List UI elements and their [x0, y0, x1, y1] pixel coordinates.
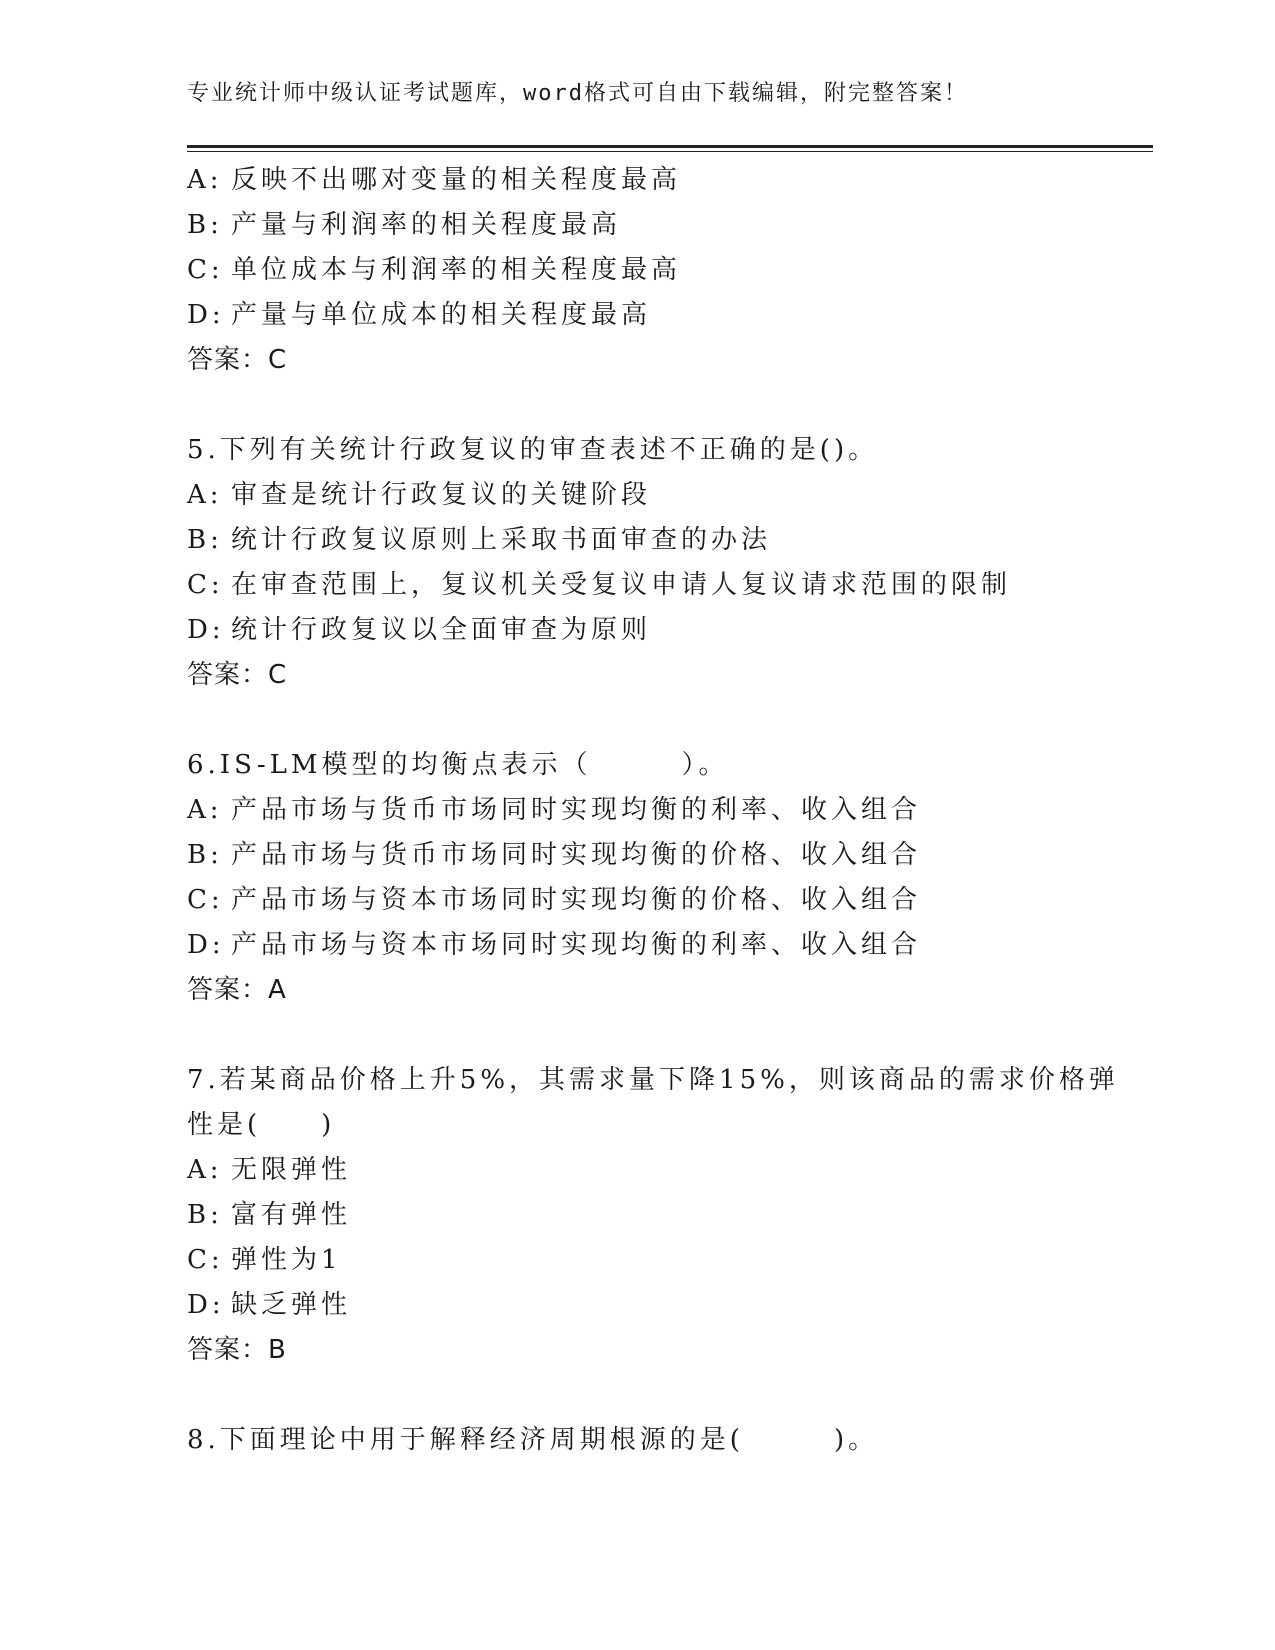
- q6-option-d: D: 产品市场与资本市场同时实现均衡的利率、收入组合: [187, 930, 922, 960]
- q6-question: 6.IS-LM模型的均衡点表示（ ）。: [187, 750, 729, 780]
- header-divider-thick: [187, 145, 1153, 148]
- q4-option-c: C: 单位成本与利润率的相关程度最高: [187, 255, 682, 285]
- q4-option-a: A: 反映不出哪对变量的相关程度最高: [187, 165, 682, 195]
- q7-option-d: D: 缺乏弹性: [187, 1290, 352, 1320]
- q8-question: 8.下面理论中用于解释经济周期根源的是( )。: [187, 1425, 879, 1455]
- q7-option-c: C: 弹性为1: [187, 1245, 342, 1275]
- q7-answer: 答案：B: [187, 1335, 287, 1365]
- q6-option-b: B: 产品市场与货币市场同时实现均衡的价格、收入组合: [187, 840, 922, 870]
- q7-option-b: B: 富有弹性: [187, 1200, 352, 1230]
- q6-answer: 答案：A: [187, 975, 287, 1005]
- q6-option-c: C: 产品市场与资本市场同时实现均衡的价格、收入组合: [187, 885, 922, 915]
- q5-option-d: D: 统计行政复议以全面审查为原则: [187, 615, 652, 645]
- q5-answer: 答案：C: [187, 660, 288, 690]
- q5-option-c: C: 在审查范围上，复议机关受复议申请人复议请求范围的限制: [187, 570, 1012, 600]
- q7-option-a: A: 无限弹性: [187, 1155, 352, 1185]
- q5-question: 5.下列有关统计行政复议的审查表述不正确的是()。: [187, 435, 879, 465]
- q5-option-a: A: 审查是统计行政复议的关键阶段: [187, 480, 652, 510]
- q4-answer: 答案：C: [187, 345, 288, 375]
- q4-option-d: D: 产量与单位成本的相关程度最高: [187, 300, 652, 330]
- q5-option-b: B: 统计行政复议原则上采取书面审查的办法: [187, 525, 772, 555]
- spacer: [187, 698, 1087, 743]
- question-list: [187, 158, 1119, 1463]
- q4-option-b: B: 产量与利润率的相关程度最高: [187, 210, 622, 240]
- spacer: [187, 1373, 1087, 1418]
- q6-option-a: A: 产品市场与货币市场同时实现均衡的利率、收入组合: [187, 795, 922, 825]
- spacer: [187, 1013, 1087, 1058]
- q7-question-line2: 性是( ): [187, 1110, 336, 1140]
- header-divider-thin: [187, 151, 1153, 152]
- page-header: 专业统计师中级认证考试题库，word格式可自由下载编辑，附完整答案！: [187, 81, 968, 106]
- spacer: [187, 383, 1087, 428]
- q7-question-line1: 7.若某商品价格上升5%，其需求量下降15%，则该商品的需求价格弹: [187, 1065, 1119, 1095]
